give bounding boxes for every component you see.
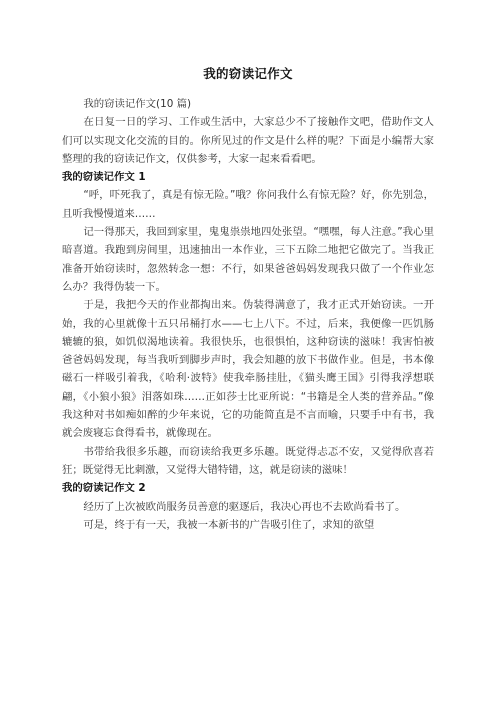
paragraph: 书带给我很多乐趣，而窃读给我更多乐趣。既觉得忐忑不安，又觉得欣喜若狂；既觉得无比刺激，又觉得大错特错，这，就是窃读的滋味！ xyxy=(62,445,434,476)
paragraph: “呼，吓死我了，真是有惊无险。”哦？你问我什么有惊无险？好，你先别急，且听我慢慢道来…… xyxy=(62,189,434,220)
section-heading-1: 我的窃读记作文 1 xyxy=(62,171,146,184)
paragraph: 经历了上次被欧尚服务员善意的驱逐后，我决心再也不去欧尚看书了。 xyxy=(83,500,406,513)
paragraph: 于是，我把今天的作业都掏出来。伪装得满意了，我才正式开始窃读。一开始，我的心里就像十五只吊桶打水——七上八下。不过，后来，我便像一匹饥肠辘辘的狼，如饥似渴地读着。我很快乐，也很惧怕，这种窃读的滋味！我害怕被爸爸妈妈发现，每当我听到脚步声时，我会知趣的放下书做作业。但是，书本像磁石一样吸引着我，《哈利·波特》使我牵肠挂肚，《猫头鹰王国》引得我浮想联翩，《小狼小狼》泪落如珠……正如莎士比亚所说：“书籍是全人类的营养品。”像我这种对书如痴如醉的少年来说，它的功能简直是不言而喻，只要手中有书，我就会废寝忘食得看书，就像现在。 xyxy=(62,299,434,440)
intro-paragraph: 在日复一日的学习、工作或生活中，大家总少不了接触作文吧，借助作文人们可以实现文化交流的目的。你所见过的作文是什么样的呢？下面是小编帮大家整理的我的窃读记作文，仅供参考，大家一起来看看吧。 xyxy=(62,116,434,165)
paragraph: 可是，终于有一天，我被一本新书的广告吸引住了，求知的欲望 xyxy=(83,518,375,531)
paragraph: 记一得那天，我回到家里，鬼鬼祟祟地四处张望。“嘿嘿，每人注意。”我心里暗喜道。我跑到房间里，迅速抽出一本作业，三下五除二地把它做完了。当我正准备开始窃读时，忽然转念一想：不行，如果爸爸妈妈发现我只做了一个作业怎么办？我得伪装一下。 xyxy=(62,226,434,293)
intro-line: 我的窃读记作文(10 篇) xyxy=(83,98,192,110)
document-body xyxy=(62,95,434,534)
document-title: 我的窃读记作文 xyxy=(203,66,293,81)
section-heading-2: 我的窃读记作文 2 xyxy=(62,482,146,495)
